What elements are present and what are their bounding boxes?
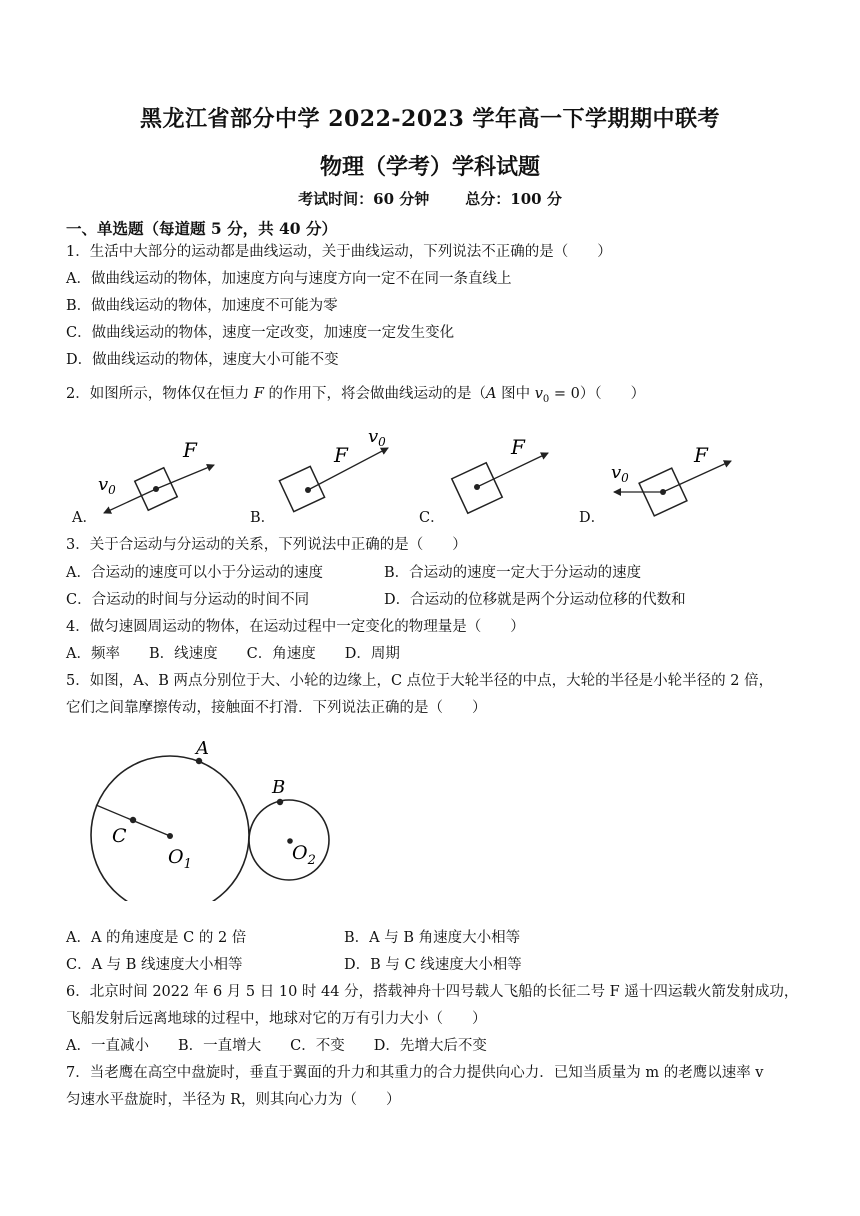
q5-option-b: B．A 与 B 角速度大小相等: [344, 930, 521, 946]
q6-options: A．一直减小 B．一直增大 C．不变 D．先增大后不变: [66, 1038, 487, 1054]
q5-option-d: D．B 与 C 线速度大小相等: [344, 957, 522, 973]
q2-label-a: A．: [72, 510, 97, 526]
q3-stem: 3．关于合运动与分运动的关系，下列说法中正确的是（ ）: [66, 537, 467, 553]
q2-label-b: B．: [250, 510, 276, 526]
section-heading: 一、单选题（每道题 5 分，共 40 分）: [66, 219, 337, 238]
q3-option-a: A．合运动的速度可以小于分运动的速度: [66, 565, 323, 581]
svg-text:v0: $v_0$: [611, 462, 629, 485]
svg-text:F: F: [334, 443, 348, 467]
svg-text:O1: $O_1$: [168, 846, 192, 872]
q5-option-c: C．A 与 B 线速度大小相等: [66, 957, 243, 973]
point-c: [130, 817, 136, 823]
q6-stem-line2: 飞船发射后远离地球的过程中，地球对它的万有引力大小（ ）: [66, 1011, 487, 1027]
svg-text:F: F: [694, 443, 708, 467]
svg-text:F: F: [511, 435, 525, 459]
svg-text:B: B: [272, 777, 286, 798]
center-o1: [167, 833, 173, 839]
q7-stem-line2: 匀速水平盘旋时，半径为 R，则其向心力为（ ）: [66, 1092, 401, 1108]
q4-options: A．频率 B．线速度 C．角速度 D．周期: [66, 646, 400, 662]
svg-text:v0: $v_0$: [368, 426, 386, 449]
q1-option-a: A．做曲线运动的物体，加速度方向与速度方向一定不在同一条直线上: [66, 271, 512, 287]
point-b: [277, 799, 283, 805]
exam-time: 考试时间：60 分钟: [298, 190, 430, 208]
q5-stem-line1: 5．如图，A、B 两点分别位于大、小轮的边缘上，C 点位于大轮半径的中点，大轮的半径是小轮半径的 2 倍，: [66, 673, 774, 689]
q5-stem-line2: 它们之间靠摩擦传动，接触面不打滑．下列说法正确的是（ ）: [66, 700, 487, 716]
q2-figure-a: [98, 438, 214, 513]
exam-title: 黑龙江省部分中学 2022-2023 学年高一下学期期中联考: [140, 106, 720, 132]
q2-label-d: D．: [579, 510, 606, 526]
q6-stem-line1: 6．北京时间 2022 年 6 月 5 日 10 时 44 分，搭载神舟十四号载人飞船的长征二号 F 遥十四运载火箭发射成功，: [66, 984, 799, 1000]
q7-stem-line1: 7．当老鹰在高空中盘旋时，垂直于翼面的升力和其重力的合力提供向心力．已知当质量为 m 的老鹰以速率 v: [66, 1065, 764, 1081]
q1-option-d: D．做曲线运动的物体，速度大小可能不变: [66, 352, 339, 368]
svg-text:v0: $v_0$: [98, 474, 116, 497]
q1-option-b: B．做曲线运动的物体，加速度不可能为零: [66, 298, 338, 314]
q5-figure: [60, 735, 420, 905]
exam-info: [0, 188, 860, 209]
q3-option-d: D．合运动的位移就是两个分运动位移的代数和: [384, 592, 686, 608]
q3-option-b: B．合运动的速度一定大于分运动的速度: [384, 565, 642, 581]
exam-score: 总分：100 分: [465, 190, 562, 208]
svg-text:O2: $O_2$: [292, 842, 316, 868]
q2-figure-b: [279, 426, 388, 512]
exam-subtitle: 物理（学考）学科试题: [319, 154, 540, 180]
q3-option-c: C．合运动的时间与分运动的时间不同: [66, 592, 310, 608]
svg-text:C: C: [112, 825, 127, 847]
svg-text:A: A: [196, 738, 209, 759]
q1-option-c: C．做曲线运动的物体，速度一定改变，加速度一定发生变化: [66, 325, 455, 341]
q5-option-a: A．A 的角速度是 C 的 2 倍: [66, 930, 247, 946]
q2-label-c: C．: [419, 510, 445, 526]
svg-text:F: F: [183, 438, 197, 462]
q2-figure-d: [611, 443, 731, 516]
q2-figure-c: [452, 435, 548, 513]
q4-stem: 4．做匀速圆周运动的物体，在运动过程中一定变化的物理量是（ ）: [66, 619, 525, 635]
q2-stem: 2．如图所示，物体仅在恒力 F 的作用下，将会做曲线运动的是（A 图中 $v_0 = 0$）（ ）: [66, 386, 646, 405]
q1-stem: 1．生活中大部分的运动都是曲线运动，关于曲线运动，下列说法不正确的是（ ）: [66, 244, 612, 260]
